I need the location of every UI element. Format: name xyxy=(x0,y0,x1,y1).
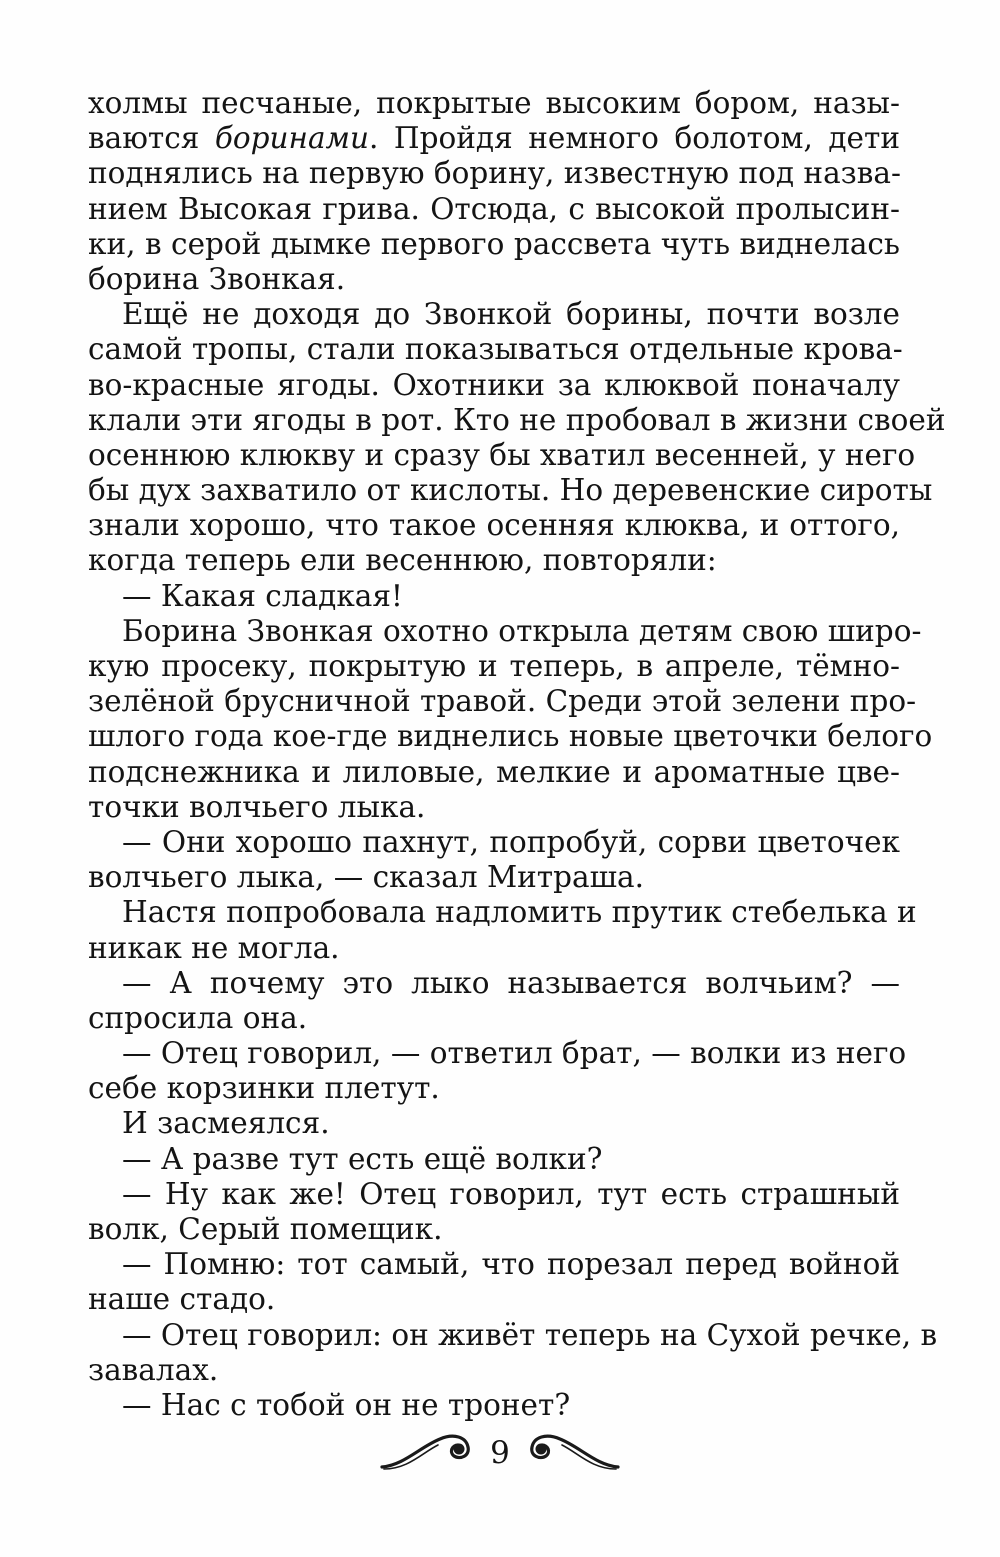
text-line: бы дух захватило от кислоты. Но деревенские сироты xyxy=(88,473,933,508)
text-line: поднялись на первую борину, известную под назва- xyxy=(88,156,901,191)
text-line: — Отец говорил: он живёт теперь на Сухой речке, в xyxy=(122,1317,938,1352)
text-line: холмы песчаные, покрытые высоким бором, назы- xyxy=(88,86,900,120)
text-line: кую просеку, покрытую и теперь, в апреле, тёмно- xyxy=(88,649,900,683)
text-line: волчьего лыка, — сказал Митраша. xyxy=(88,860,644,895)
right-swirl-ornament-icon xyxy=(518,1425,620,1475)
text-line: зелёной брусничной травой. Среди этой зелени про- xyxy=(88,684,917,719)
text-line: Ещё не доходя до Звонкой борины, почти возле xyxy=(122,297,900,332)
text-line: Борина Звонкая охотно открыла детям свою широ- xyxy=(122,613,922,648)
text-line: осеннюю клюкву и сразу бы хватил весенней, у него xyxy=(88,437,916,472)
text-line: — Нас с тобой он не тронет? xyxy=(122,1387,571,1422)
text-line: волк, Серый помещик. xyxy=(88,1212,443,1246)
text-line: во-красные ягоды. Охотники за клюквой поначалу xyxy=(88,367,900,402)
text-line: — Помню: тот самый, что порезал перед войной xyxy=(122,1247,900,1282)
text-line: подснежника и лиловые, мелкие и ароматные цве- xyxy=(88,754,900,789)
text-line: — Они хорошо пахнут, попробуй, сорви цветочек xyxy=(122,824,900,859)
text-line: самой тропы, стали показываться отдельные крова- xyxy=(88,332,903,367)
page-number: 9 xyxy=(490,1435,510,1471)
text-line: шлого года кое-где виднелись новые цветочки белого xyxy=(88,719,933,754)
italic-term: боринами xyxy=(214,121,369,156)
text-line-with-italic: ваются боринами. Пройдя немного болотом, дети xyxy=(88,121,900,156)
page-body-text xyxy=(88,86,946,1423)
text-line: борина Звонкая. xyxy=(88,261,346,296)
text-line: — Какая сладкая! xyxy=(122,578,403,613)
text-line: когда теперь ели весеннюю, повторяли: xyxy=(88,543,717,578)
text-line: никак не могла. xyxy=(88,930,340,965)
text-line: — Отец говорил, — ответил брат, — волки из него xyxy=(122,1036,907,1071)
text-line: ки, в серой дымке первого рассвета чуть виднелась xyxy=(88,226,900,261)
text-line: — А разве тут есть ещё волки? xyxy=(122,1141,603,1176)
text-line: нием Высокая грива. Отсюда, с высокой пролысин- xyxy=(88,191,900,226)
left-swirl-ornament-icon xyxy=(380,1425,482,1475)
text-line: завалах. xyxy=(88,1352,219,1387)
text-line: знали хорошо, что такое осенняя клюква, и оттого, xyxy=(88,508,900,543)
text-line: спросила она. xyxy=(88,1000,308,1035)
text-line: наше стадо. xyxy=(88,1282,276,1317)
text-line: И засмеялся. xyxy=(122,1106,330,1141)
text-line: — Ну как же! Отец говорил, тут есть страшный xyxy=(122,1176,900,1211)
text-line: — А почему это лыко называется волчьим? — xyxy=(122,965,900,1000)
text-line: себе корзинки плетут. xyxy=(88,1071,440,1106)
page-footer xyxy=(0,1425,1000,1485)
text-line: клали эти ягоды в рот. Кто не пробовал в жизни своей xyxy=(88,402,946,437)
text-line: точки волчьего лыка. xyxy=(88,789,426,824)
text-line: Настя попробовала надломить прутик стебелька и xyxy=(122,895,917,930)
